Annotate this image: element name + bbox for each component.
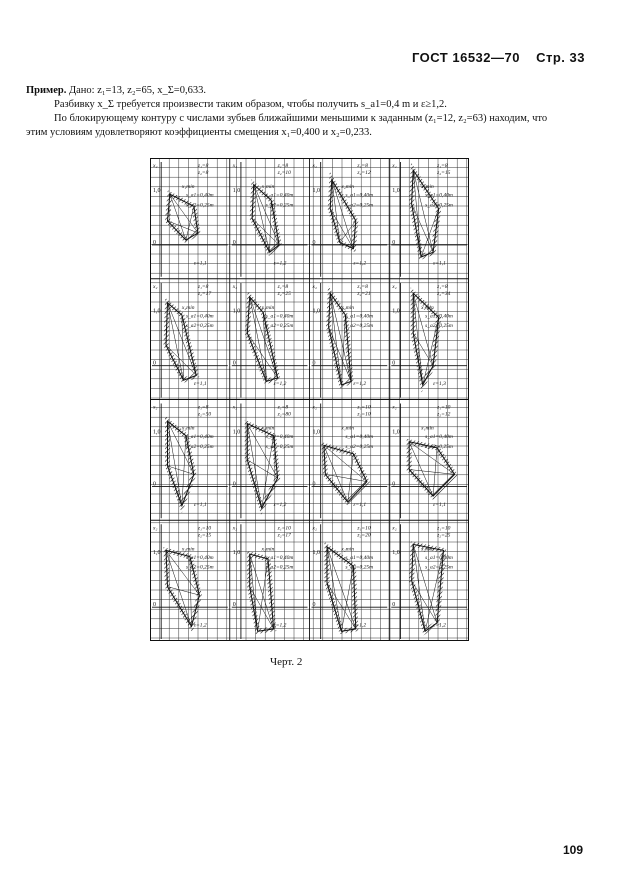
z2-label: z₂=20	[357, 532, 371, 539]
sa1-label: s_a1=0,40m	[425, 313, 453, 320]
axis-label: x₂	[312, 163, 317, 169]
contour-panel	[391, 162, 467, 277]
axis-label: x₂	[153, 283, 158, 290]
contour-panel	[232, 283, 308, 398]
epsilon-label: ε=1,2	[353, 381, 367, 388]
tick-label: 1,0	[392, 308, 400, 315]
tick-label: 1,0	[153, 429, 161, 436]
xmin-label: x₂min	[421, 304, 434, 311]
z2-label: z₂=17	[197, 290, 212, 297]
z1-label: z₁=8	[197, 404, 209, 411]
z2-label: z₂=15	[437, 170, 451, 176]
sa1-label: s_a1=0,40m	[265, 192, 294, 199]
origin-label: 0	[392, 360, 396, 367]
sa2-label: s_a2=0,25m	[265, 323, 294, 330]
origin-label: 0	[232, 360, 236, 367]
axis-label: x₂	[153, 163, 158, 169]
epsilon-label: ε=1,2	[353, 260, 367, 267]
axis-label: x₂	[232, 404, 238, 411]
axis-label: x₂	[312, 525, 317, 532]
tick-label: 1,0	[153, 550, 161, 557]
origin-label: 0	[392, 481, 396, 488]
sa1-label: s_a1=0,40m	[345, 554, 374, 561]
origin-label: 0	[232, 481, 236, 488]
xmin-label: x₂min	[421, 546, 434, 553]
text-line-2: Разбивку x_Σ требуется произвести таким образом, чтобы получить s_a1=0,4 m и ε≥1,2.	[54, 99, 447, 110]
sa2-label: s_a2=0,25m	[345, 443, 374, 450]
xmin-label: x₂min	[341, 546, 355, 553]
z1-label: z₁=10	[197, 525, 212, 532]
sa1-label: s_a1=0,40m	[425, 192, 453, 199]
z1-label: z₁=10	[357, 404, 371, 411]
epsilon-label: ε=1,2	[273, 622, 287, 629]
epsilon-label: ε=1,3	[433, 381, 446, 388]
example-paragraph	[26, 84, 589, 98]
z2-label: z₂=25	[277, 290, 291, 297]
z1-label: z₁=8	[357, 163, 368, 169]
axis-label: x₂	[392, 525, 397, 532]
origin-label: 0	[153, 602, 156, 609]
origin-label: 0	[312, 602, 316, 609]
contour-panel	[232, 162, 308, 277]
z1-label: z₁=8	[357, 283, 368, 290]
axis-label: x₂	[232, 525, 238, 532]
blocking-contour-grid	[150, 158, 469, 641]
sa2-label: s_a2=0,25m	[345, 202, 374, 209]
tick-label: 1,0	[392, 187, 400, 194]
sa1-label: s_a1=0,40m	[185, 313, 214, 320]
contour-panel	[391, 404, 467, 519]
axis-label: x₂	[312, 404, 317, 411]
page-header	[400, 50, 585, 65]
z2-label: z₂=12	[437, 411, 451, 418]
sa2-label: s_a2=0,25m	[425, 202, 453, 209]
epsilon-label: ε=1,1	[353, 501, 367, 508]
contour-panel	[391, 524, 467, 639]
epsilon-label: ε=1,2	[273, 260, 287, 267]
z1-label: z₁=10	[357, 525, 371, 532]
epsilon-label: ε=1,1	[193, 381, 207, 388]
tick-label: 1,0	[392, 429, 400, 436]
axis-label: x₂	[232, 283, 238, 290]
blocking-contour-figure	[150, 158, 469, 641]
tick-label: 1,0	[312, 308, 320, 315]
z2-label: z₂=8	[197, 170, 209, 176]
standard-number: ГОСТ 16532—70	[411, 50, 520, 65]
axis-label: x₂	[312, 283, 317, 290]
contour-panel	[152, 162, 228, 277]
sa1-label: s_a1=0,40m	[345, 313, 374, 320]
axis-label: x₂	[232, 163, 238, 169]
sa2-label: s_a2=0,25m	[185, 443, 214, 450]
xmin-label: x₂min	[181, 425, 195, 432]
contour-panel	[232, 524, 308, 639]
page-label: Стр. 33	[536, 50, 585, 65]
z1-label: z₁=10	[437, 404, 451, 411]
epsilon-label: ε=1,1	[193, 501, 207, 508]
tick-label: 1,0	[232, 550, 241, 557]
epsilon-label: ε=1,1	[433, 501, 446, 508]
sa2-label: s_a2=0,25m	[185, 202, 214, 209]
example-given: Дано: z₁=13, z₂=65, x_Σ=0,633.	[68, 85, 206, 96]
sa1-label: s_a1=0,40m	[425, 434, 453, 441]
origin-label: 0	[392, 239, 396, 246]
tick-label: 1,0	[153, 308, 161, 315]
contour-panel	[391, 283, 467, 398]
sa2-label: s_a2=0,25m	[265, 202, 294, 209]
sa2-label: s_a2=0,25m	[265, 443, 294, 450]
sa1-label: s_a1=0,40m	[185, 192, 214, 199]
sa2-label: s_a2=0,25m	[265, 564, 294, 571]
tick-label: 1,0	[312, 429, 320, 436]
tick-label: 1,0	[232, 429, 241, 436]
origin-label: 0	[392, 602, 396, 609]
origin-label: 0	[312, 360, 316, 367]
z2-label: z₂=15	[197, 532, 212, 539]
epsilon-label: ε=1,2	[353, 622, 367, 629]
origin-label: 0	[312, 481, 316, 488]
contour-panel	[232, 404, 308, 519]
z2-label: z₂=17	[277, 532, 291, 539]
xmin-label: x₁min	[181, 184, 195, 191]
z2-label: z₂=50	[197, 411, 212, 418]
epsilon-label: ε=1,2	[433, 622, 446, 629]
example-label: Пример.	[26, 85, 67, 96]
sa1-label: s_a1=0,40m	[425, 554, 453, 561]
contour-panel	[152, 404, 228, 519]
sa1-label: s_a1=0,40m	[345, 192, 374, 199]
xmin-label: x₁min	[341, 425, 355, 432]
z2-label: z₂=12	[357, 170, 371, 176]
epsilon-label: ε=1,1	[193, 260, 207, 267]
epsilon-label: ε=1,2	[193, 622, 207, 629]
z2-label: z₂=10	[277, 170, 291, 176]
text-line-4: этим условиям удовлетворяют коэффициенты смещения x₁=0,400 и x₂=0,233.	[26, 127, 372, 138]
axis-label: x₂	[392, 404, 397, 411]
z1-label: z₁=8	[277, 404, 289, 411]
sa2-label: s_a2=0,25m	[425, 323, 453, 330]
axis-label: x₂	[392, 163, 397, 169]
xmin-label: x₂min	[341, 304, 355, 311]
xmin-label: x₂min	[181, 304, 195, 311]
origin-label: 0	[153, 360, 156, 367]
sa1-label: s_a1=0,40m	[265, 434, 294, 441]
sa2-label: s_a2=0,25m	[425, 564, 453, 571]
figure-caption: Черт. 2	[270, 656, 303, 668]
origin-label: 0	[153, 481, 156, 488]
xmin-label: x₂min	[421, 184, 434, 191]
epsilon-label: ε=1,2	[273, 501, 287, 508]
axis-label: x₂	[392, 283, 397, 290]
z1-label: z₁=8	[277, 283, 289, 290]
z1-label: z₁=10	[277, 525, 291, 532]
z1-label: z₁=10	[437, 525, 451, 532]
sa1-label: s_a1=0,40m	[265, 554, 294, 561]
xmin-label: x₂min	[261, 425, 275, 432]
origin-label: 0	[232, 239, 236, 246]
z1-label: z₁=8	[197, 283, 209, 290]
sa1-label: s_a1=0,40m	[345, 434, 374, 441]
z1-label: z₁=8	[437, 283, 448, 290]
tick-label: 1,0	[232, 308, 241, 315]
xmin-label: x₁min	[421, 425, 434, 432]
z1-label: z₁=8	[197, 163, 209, 169]
sa1-label: s_a1=0,40m	[185, 434, 214, 441]
z1-label: z₁=8	[437, 163, 448, 169]
z1-label: z₁=8	[277, 163, 289, 169]
origin-label: 0	[232, 602, 236, 609]
tick-label: 1,0	[153, 187, 161, 194]
sa1-label: s_a1=0,40m	[265, 313, 294, 320]
axis-label: x₂	[153, 404, 158, 411]
page-number: 109	[562, 843, 583, 857]
origin-label: 0	[312, 239, 316, 246]
sa2-label: s_a2=0,25m	[345, 323, 374, 330]
tick-label: 1,0	[232, 187, 241, 194]
z2-label: z₂=25	[437, 532, 451, 539]
axis-label: x₂	[153, 525, 158, 532]
sa2-label: s_a2=0,25m	[185, 564, 214, 571]
tick-label: 1,0	[312, 550, 320, 557]
contour-hatched-boundary	[324, 445, 367, 502]
contour-panel	[152, 524, 228, 639]
origin-label: 0	[153, 239, 156, 246]
z2-label: z₂=80	[277, 411, 291, 418]
xmin-label: x₁min	[261, 184, 275, 191]
text-line-3: По блокирующему контуру с числами зубьев ближайшими меньшими к заданным (z₁=12, z₂=63) находим, что	[54, 113, 548, 124]
tick-label: 1,0	[312, 187, 320, 194]
xmin-label: x₂min	[341, 184, 355, 191]
z2-label: z₂=34	[437, 290, 451, 297]
contour-panel	[152, 283, 228, 398]
sa1-label: s_a1=0,40m	[185, 554, 214, 561]
epsilon-label: ε=1,1	[433, 260, 446, 267]
z2-label: z₂=21	[357, 290, 371, 297]
xmin-label: x₂min	[261, 304, 275, 311]
tick-label: 1,0	[392, 550, 400, 557]
sa2-label: s_a2=0,25m	[185, 323, 214, 330]
sa2-label: s_a2=0,25m	[345, 564, 374, 571]
z2-label: z₂=10	[357, 411, 371, 418]
xmin-label: x₂min	[181, 546, 195, 553]
sa2-label: s_a2=0,25m	[425, 443, 453, 450]
epsilon-label: ε=1,2	[273, 381, 287, 388]
xmin-label: x₂min	[261, 546, 275, 553]
